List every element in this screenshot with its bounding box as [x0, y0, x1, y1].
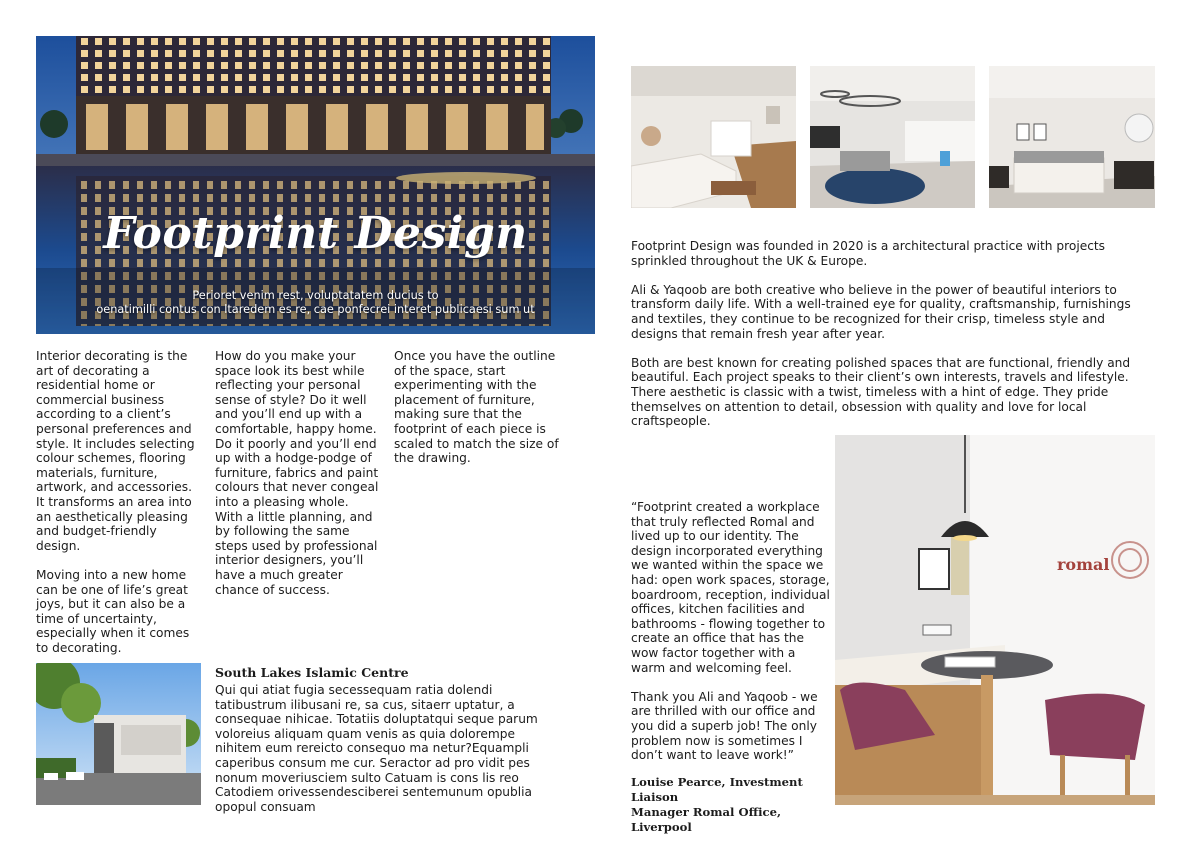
about-paragraph-1: Footprint Design was founded in 2020 is a architectural practice with projects sprinkled throughout the UK & Europe.	[631, 239, 1106, 268]
about-paragraph-2: Ali & Yaqoob are both creative who believe in the power of beautiful interiors to transform daily life. With a well-trained eye for quality, craftsmanship, furnishings and textiles, they continue to be recognized for their crisp, timeless style and designs that remain fresh year after year.	[631, 282, 1131, 341]
interior-photo-open-plan	[810, 66, 975, 208]
interior-photo-living-room	[631, 66, 796, 208]
office-interior-image	[835, 435, 1155, 805]
hero-subtitle-line-2: oenatimilli contus con ltaredem es re, cae ponfecrei interet publicaesi sum ut	[96, 302, 535, 316]
bedroom-image	[989, 66, 1155, 208]
testimonial-paragraph-2: Thank you Ali and Yaqoob - we are thrilled with our office and you did a superb job! The only problem now is sometimes I don’t want to leave work!”	[631, 689, 818, 763]
testimonial-paragraph-1: “Footprint created a workplace that truly reflected Romal and lived up to our identity. The design incorporated everything we wanted within the space we had: open work spaces, storage, boardroom, reception, individual offices, kitchen facilities and bathrooms - flowing together to create an office that has the wow factor together with a warm and welcoming feel.	[631, 500, 830, 675]
living-room-image	[631, 66, 796, 208]
islamic-centre-image	[36, 663, 201, 805]
text-column-3	[394, 349, 559, 480]
column-2-paragraph-1: How do you make your space look its best while reflecting your personal sense of style? Do it well and you’ll end up with a comfortable, happy home. Do it poorly and you’ll end up with a hodge-podge of furniture, fabrics and paint colours that never congeal into a pleasing whole. With a little planning, and by following the same steps used by professional interior designers, you’ll have a much greater chance of success.	[215, 349, 379, 597]
south-lakes-heading: South Lakes Islamic Centre	[215, 665, 409, 680]
hero-title: Footprint Design	[103, 208, 528, 259]
testimonial-author	[631, 775, 831, 835]
hero-subtitle-line-1: Perioret venim rest, voluptatatem ducius to	[192, 289, 439, 302]
column-1-paragraph-1: Interior decorating is the art of decorating a residential home or commercial business according to a client’s personal preferences and style. It includes selecting colour schemes, flooring materials, furniture, artwork, and accessories. It transforms an area into an aesthetically pleasing and budget-friendly design.	[36, 349, 195, 553]
south-lakes-body: Qui qui atiat fugia secessequam ratia dolendi tatibustrum ilibusani re, sa cus, sitaerr uptatur, a consequae nihicae. Totatiis doluptatqui seque parum voloreius aliquam quam venis as quia dolorempe nihitem eum rereicto consequo ma netur?Equampli caperibus consum me cur. Seractor ad pro vidit pes nonum moveriusciem sulto Catuam is cons lis reo Catodiem orivessendesciberei sentemunum opublia opopul consuam	[215, 683, 538, 814]
interior-photo-bedroom	[989, 66, 1155, 208]
author-line-1: Louise Pearce, Investment Liaison	[631, 775, 803, 804]
open-plan-image	[810, 66, 975, 208]
about-paragraph-3: Both are best known for creating polished spaces that are functional, friendly and beautiful. Each project speaks to their client’s own interests, travels and lifestyle. There aesthetic is classic with a twist, timeless with a hint of edge. They pride themselves on attention to detail, obsession with quality and love for local craftspeople.	[631, 355, 1131, 429]
hero-subtitle	[36, 289, 595, 317]
column-3-paragraph-1: Once you have the outline of the space, start experimenting with the placement of furniture, making sure that the footprint of each piece is scaled to match the size of the drawing.	[394, 349, 559, 466]
south-lakes-photo	[36, 663, 201, 805]
text-column-2	[215, 349, 380, 612]
hero-image	[36, 36, 595, 334]
romal-wall-sign: romal	[1057, 555, 1110, 574]
about-text	[631, 239, 1155, 443]
column-1-paragraph-2: Moving into a new home can be one of life’s great joys, but it can also be a time of uncertainty, especially when it comes to decorating.	[36, 567, 190, 655]
romal-office-photo	[835, 435, 1155, 805]
text-column-1	[36, 349, 201, 670]
author-line-2: Manager Romal Office, Liverpool	[631, 805, 781, 834]
testimonial-quote	[631, 500, 831, 777]
